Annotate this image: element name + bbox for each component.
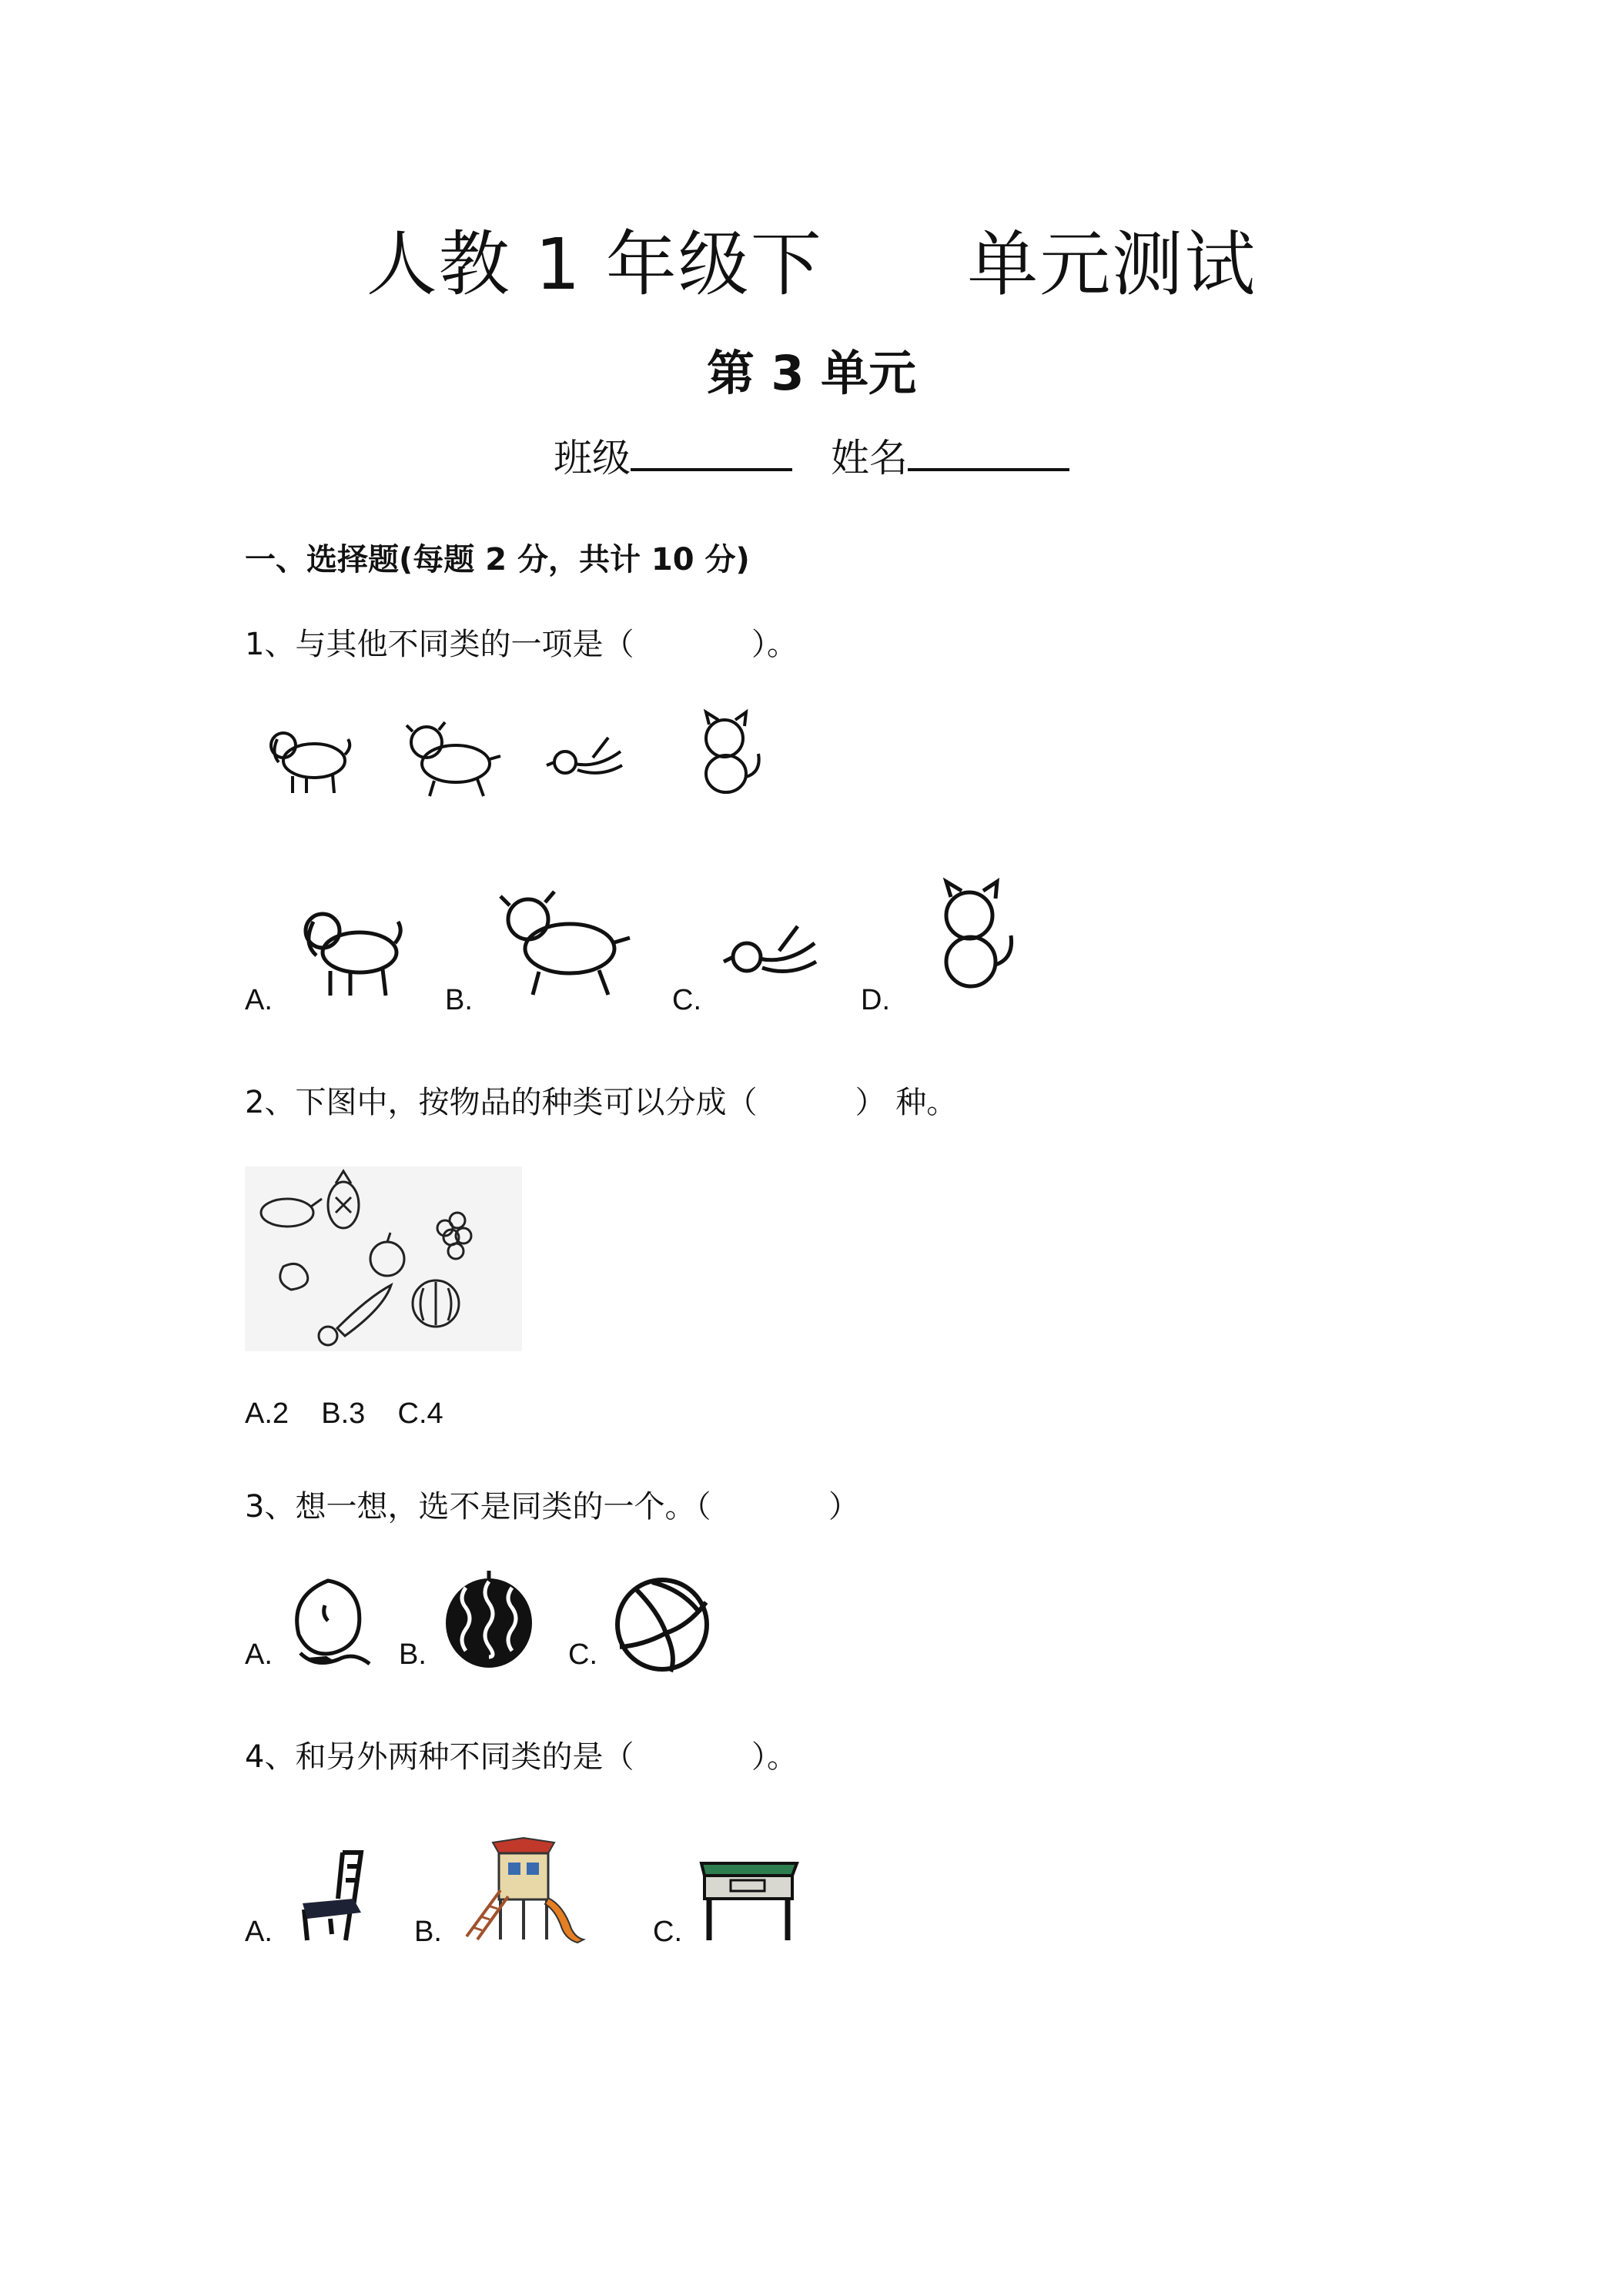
question-1: 1、与其他不同类的一项是（ ）。 xyxy=(245,627,798,662)
unit-subtitle: 第 3 单元 xyxy=(706,345,917,401)
cat-icon[interactable] xyxy=(928,882,1020,993)
name-label: 姓名 xyxy=(831,436,908,480)
class-blank[interactable] xyxy=(631,437,792,471)
q1-option-c-label[interactable]: C. xyxy=(672,984,701,1016)
desk-icon[interactable] xyxy=(697,1848,805,1944)
name-blank[interactable] xyxy=(908,437,1069,471)
bird-icon[interactable] xyxy=(724,920,824,993)
student-info xyxy=(0,427,1623,483)
section-heading: 一、选择题(每题 2 分，共计 10 分) xyxy=(245,542,750,577)
question-4: 4、和另外两种不同类的是（ ）。 xyxy=(245,1739,798,1775)
peach-icon[interactable] xyxy=(285,1575,377,1675)
class-label: 班级 xyxy=(554,436,631,480)
cow-icon[interactable] xyxy=(493,885,631,1001)
q4-option-c-label[interactable]: C. xyxy=(653,1916,682,1948)
q4-option-a-label[interactable]: A. xyxy=(245,1916,273,1948)
cow-icon xyxy=(400,716,500,801)
question-2: 2、下图中，按物品的种类可以分成（ ） 种。 xyxy=(245,1085,958,1120)
page-title: 人教 1 年级下 单元测试 xyxy=(366,223,1257,306)
q1-option-d-label[interactable]: D. xyxy=(861,984,890,1016)
q3-option-b-label[interactable]: B. xyxy=(399,1638,427,1671)
dog-icon[interactable] xyxy=(296,897,404,1001)
volleyball-icon[interactable] xyxy=(612,1575,712,1675)
watermelon-icon[interactable] xyxy=(443,1571,535,1671)
q3-option-a-label[interactable]: A. xyxy=(245,1638,273,1671)
bird-icon xyxy=(547,731,631,793)
q1-option-b-label[interactable]: B. xyxy=(445,984,473,1016)
q3-option-c-label[interactable]: C. xyxy=(568,1638,597,1671)
q4-option-b-label[interactable]: B. xyxy=(414,1916,442,1948)
playground-slide-icon[interactable] xyxy=(462,1836,585,1944)
q2-choices[interactable]: A.2 B.3 C.4 xyxy=(245,1397,443,1430)
fruits-vegetables-illustration xyxy=(245,1166,522,1351)
question-3: 3、想一想，选不是同类的一个。（ ） xyxy=(245,1489,860,1525)
cat-icon xyxy=(689,712,766,797)
dog-icon xyxy=(262,716,354,801)
q1-option-a-label[interactable]: A. xyxy=(245,984,273,1016)
chair-icon[interactable] xyxy=(296,1848,373,1944)
